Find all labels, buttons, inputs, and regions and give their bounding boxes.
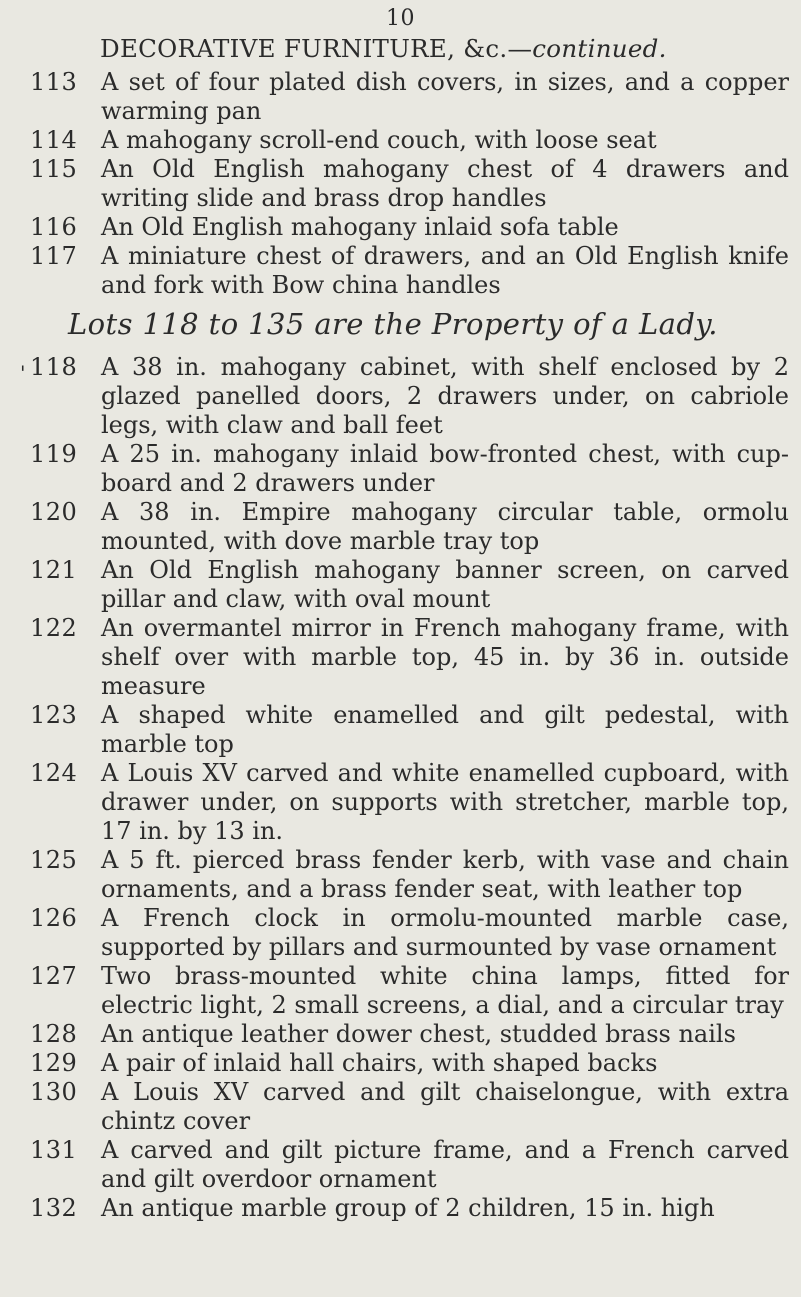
lot-number: 120 xyxy=(30,498,78,526)
lot-number: 122 xyxy=(30,614,78,642)
lot-description: An antique marble group of 2 children, 15 in. high xyxy=(101,1194,715,1222)
lot-description: An Old English mahogany chest of 4 drawers and writing slide and brass drop handles xyxy=(101,155,789,212)
lot-number: 128 xyxy=(30,1020,78,1048)
lot-description: A Louis XV carved and gilt chaiselongue, with extra chintz cover xyxy=(101,1078,789,1135)
lot-number: 130 xyxy=(30,1078,78,1106)
section-title-main: DECORATIVE FURNITURE, &c.— xyxy=(100,34,533,63)
lot-number: 119 xyxy=(30,440,78,468)
lot-description: An overmantel mirror in French mahogany frame, with shelf over with marble top, 45 in. by 36 in. outside measure xyxy=(101,614,789,700)
lot-number: 115 xyxy=(30,155,78,183)
lot-description: Two brass-mounted white china lamps, fitted for electric light, 2 small screens, a dial, and a circular tray xyxy=(101,962,789,1019)
lot-number: 116 xyxy=(30,213,78,241)
lot-number: 114 xyxy=(30,126,78,154)
lot-number: 124 xyxy=(30,759,78,787)
lot-description: A 5 ft. pierced brass fender kerb, with vase and chain ornaments, and a brass fender seat, with leather top xyxy=(101,846,789,903)
tick-mark: ' xyxy=(20,361,26,385)
lot-number: 118 xyxy=(30,353,78,381)
lot-number: 123 xyxy=(30,701,78,729)
lot-number: 126 xyxy=(30,904,78,932)
lot-description: An Old English mahogany banner screen, on carved pillar and claw, with oval mount xyxy=(101,556,789,613)
lot-number: 113 xyxy=(30,68,78,96)
lot-description: A 25 in. mahogany inlaid bow-fronted chest, with cup-board and 2 drawers under xyxy=(101,440,789,497)
lot-description: A mahogany scroll-end couch, with loose seat xyxy=(101,126,657,154)
lot-description: A French clock in ormolu-mounted marble case, supported by pillars and surmounted by vase ornament xyxy=(101,904,789,961)
lot-number: 121 xyxy=(30,556,78,584)
page-number: 10 xyxy=(386,6,415,31)
lot-description: A pair of inlaid hall chairs, with shaped backs xyxy=(101,1049,658,1077)
lot-number: 127 xyxy=(30,962,78,990)
lot-number: 125 xyxy=(30,846,78,874)
lot-description: A Louis XV carved and white enamelled cupboard, with drawer under, on supports with stretcher, marble top, 17 in. by 13 in. xyxy=(101,759,789,845)
section-title xyxy=(100,34,790,63)
lot-number: 129 xyxy=(30,1049,78,1077)
lot-number: 131 xyxy=(30,1136,78,1164)
lot-description: A 38 in. Empire mahogany circular table, ormolu mounted, with dove marble tray top xyxy=(101,498,789,555)
lot-description: A set of four plated dish covers, in sizes, and a copper warming pan xyxy=(101,68,789,125)
lot-description: A miniature chest of drawers, and an Old English knife and fork with Bow china handles xyxy=(101,242,789,299)
lot-description: A carved and gilt picture frame, and a French carved and gilt overdoor ornament xyxy=(101,1136,789,1193)
lot-description: A 38 in. mahogany cabinet, with shelf enclosed by 2 glazed panelled doors, 2 drawers under, on cabriole legs, with claw and ball feet xyxy=(101,353,789,439)
ownership-note: Lots 118 to 135 are the Property of a Lady. xyxy=(68,307,718,341)
lot-description: An Old English mahogany inlaid sofa table xyxy=(101,213,619,241)
section-title-suffix: continued. xyxy=(532,34,667,63)
lot-description: A shaped white enamelled and gilt pedestal, with marble top xyxy=(101,701,789,758)
lot-number: 132 xyxy=(30,1194,78,1222)
lot-number: 117 xyxy=(30,242,78,270)
lot-description: An antique leather dower chest, studded brass nails xyxy=(101,1020,736,1048)
